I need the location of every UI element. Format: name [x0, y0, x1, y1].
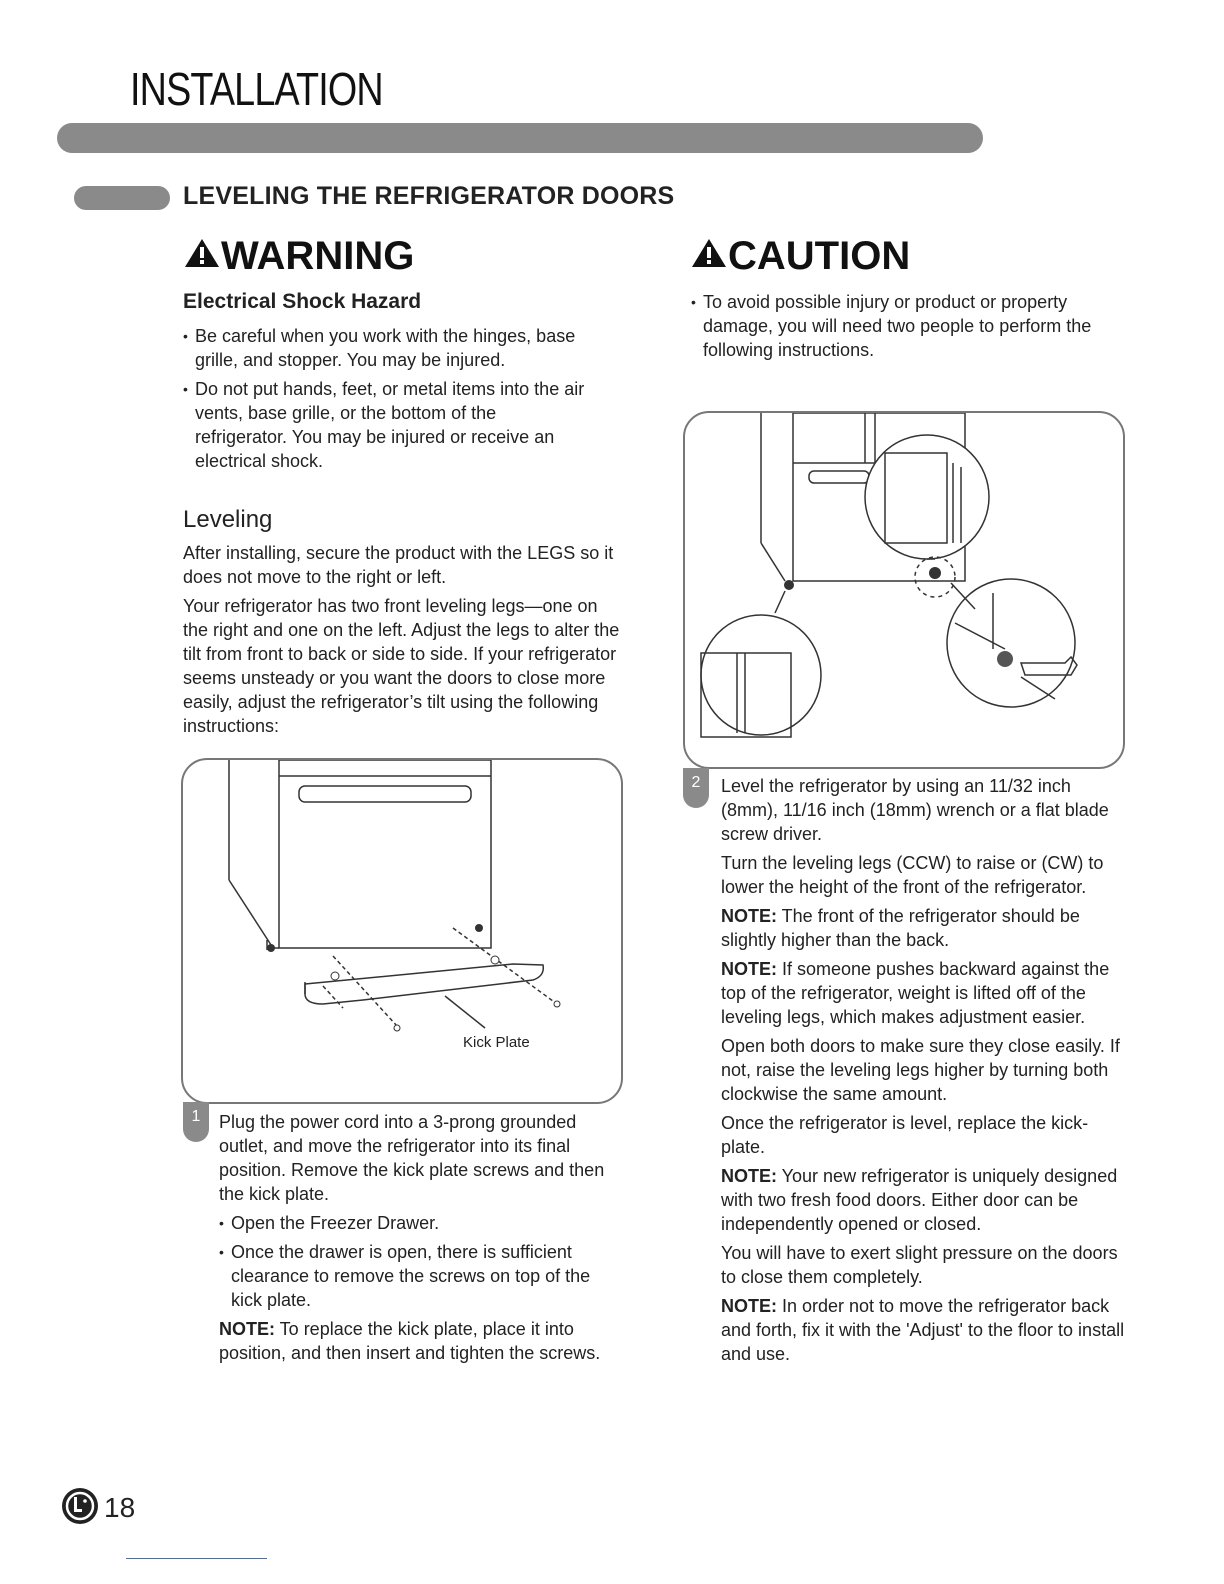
step-1-bullet: • Open the Freezer Drawer.	[219, 1211, 619, 1235]
leveling-legs-illustration	[683, 411, 1125, 769]
step-2-paragraph: Once the refrigerator is level, replace the kick-plate.	[721, 1113, 1089, 1157]
warning-bullets	[183, 324, 593, 478]
hazard-title: Electrical Shock Hazard	[183, 290, 422, 313]
kick-plate-illustration	[181, 758, 623, 1104]
leveling-paragraph: Your refrigerator has two front leveling legs—one on the right and one on the left. Adjust the legs to alter the tilt from front to back or side to side. If your refrigerator seems unsteady or you want the doors to close more easily, adjust the refrigerator’s tilt using the following instructions:	[183, 596, 620, 736]
subsection-marker	[74, 186, 170, 210]
warning-bullet: • Do not put hands, feet, or metal items into the air vents, base grille, or the bottom of the refrigerator. You may be injured or receive an electrical shock.	[183, 377, 593, 473]
leveling-leg-wrench-drawing	[685, 413, 1123, 767]
refrigerator-kick-plate-drawing	[183, 760, 621, 1102]
note-label: NOTE:	[721, 1296, 777, 1316]
note-text: In order not to move the refrigerator back and forth, fix it with the 'Adjust' to the floor to install and use.	[721, 1296, 1125, 1364]
caution-triangle-icon	[690, 237, 728, 269]
step-1-note	[219, 1317, 619, 1365]
caution-title: CAUTION	[728, 234, 911, 278]
step-1-bullet: • Once the drawer is open, there is sufficient clearance to remove the screws on top of the kick plate.	[219, 1240, 619, 1312]
footer-rule	[126, 1558, 267, 1559]
warning-title: WARNING	[221, 234, 415, 278]
step-1-badge: 1	[183, 1102, 209, 1142]
step-2-note	[721, 1294, 1131, 1366]
step-2-note	[721, 904, 1131, 952]
warning-heading	[183, 234, 414, 279]
step-2-paragraph: Open both doors to make sure they close easily. If not, raise the leveling legs higher by turning both clockwise the same amount.	[721, 1036, 1120, 1104]
step-2-note	[721, 1164, 1131, 1236]
caution-heading	[690, 234, 910, 279]
note-text: Your new refrigerator is uniquely designed with two fresh food doors. Either door can be independently opened or closed.	[721, 1166, 1118, 1234]
step-1-paragraph: Plug the power cord into a 3-prong grounded outlet, and move the refrigerator into its final position. Remove the kick plate screws and then the kick plate.	[219, 1112, 605, 1204]
step-1-text	[219, 1110, 619, 1370]
page-number: 18	[104, 1492, 136, 1523]
warning-triangle-icon	[183, 237, 221, 269]
leveling-paragraph: After installing, secure the product with the LEGS so it does not move to the right or left.	[183, 543, 614, 587]
leveling-heading: Leveling	[183, 506, 273, 533]
step-2-paragraph: Turn the leveling legs (CCW) to raise or (CW) to lower the height of the front of the refrigerator.	[721, 853, 1104, 897]
caution-bullet: • To avoid possible injury or product or property damage, you will need two people to perform the following instructions.	[691, 290, 1141, 362]
lg-logo-icon	[60, 1486, 100, 1526]
step-2-paragraph: You will have to exert slight pressure on the doors to close them completely.	[721, 1243, 1118, 1287]
note-text: To replace the kick plate, place it into position, and then insert and tighten the screws.	[219, 1319, 601, 1363]
warning-bullet: • Be careful when you work with the hinges, base grille, and stopper. You may be injured.	[183, 324, 593, 372]
step-2-note	[721, 957, 1131, 1029]
step-2-text	[721, 774, 1131, 1371]
note-label: NOTE:	[219, 1319, 275, 1339]
note-label: NOTE:	[721, 906, 777, 926]
caution-text	[691, 290, 1141, 362]
note-text: The front of the refrigerator should be slightly higher than the back.	[721, 906, 1080, 950]
section-title: INSTALLATION	[130, 63, 383, 115]
header-bar	[57, 123, 983, 153]
subsection-title: LEVELING THE REFRIGERATOR DOORS	[183, 182, 675, 210]
leveling-text	[183, 541, 623, 743]
step-2-badge: 2	[683, 768, 709, 808]
note-label: NOTE:	[721, 1166, 777, 1186]
kick-plate-label: Kick Plate	[463, 1034, 530, 1051]
step-2-paragraph: Level the refrigerator by using an 11/32 inch (8mm), 11/16 inch (18mm) wrench or a flat blade screw driver.	[721, 776, 1109, 844]
note-label: NOTE:	[721, 959, 777, 979]
note-text: If someone pushes backward against the top of the refrigerator, weight is lifted off of the leveling legs, which makes adjustment easier.	[721, 959, 1110, 1027]
